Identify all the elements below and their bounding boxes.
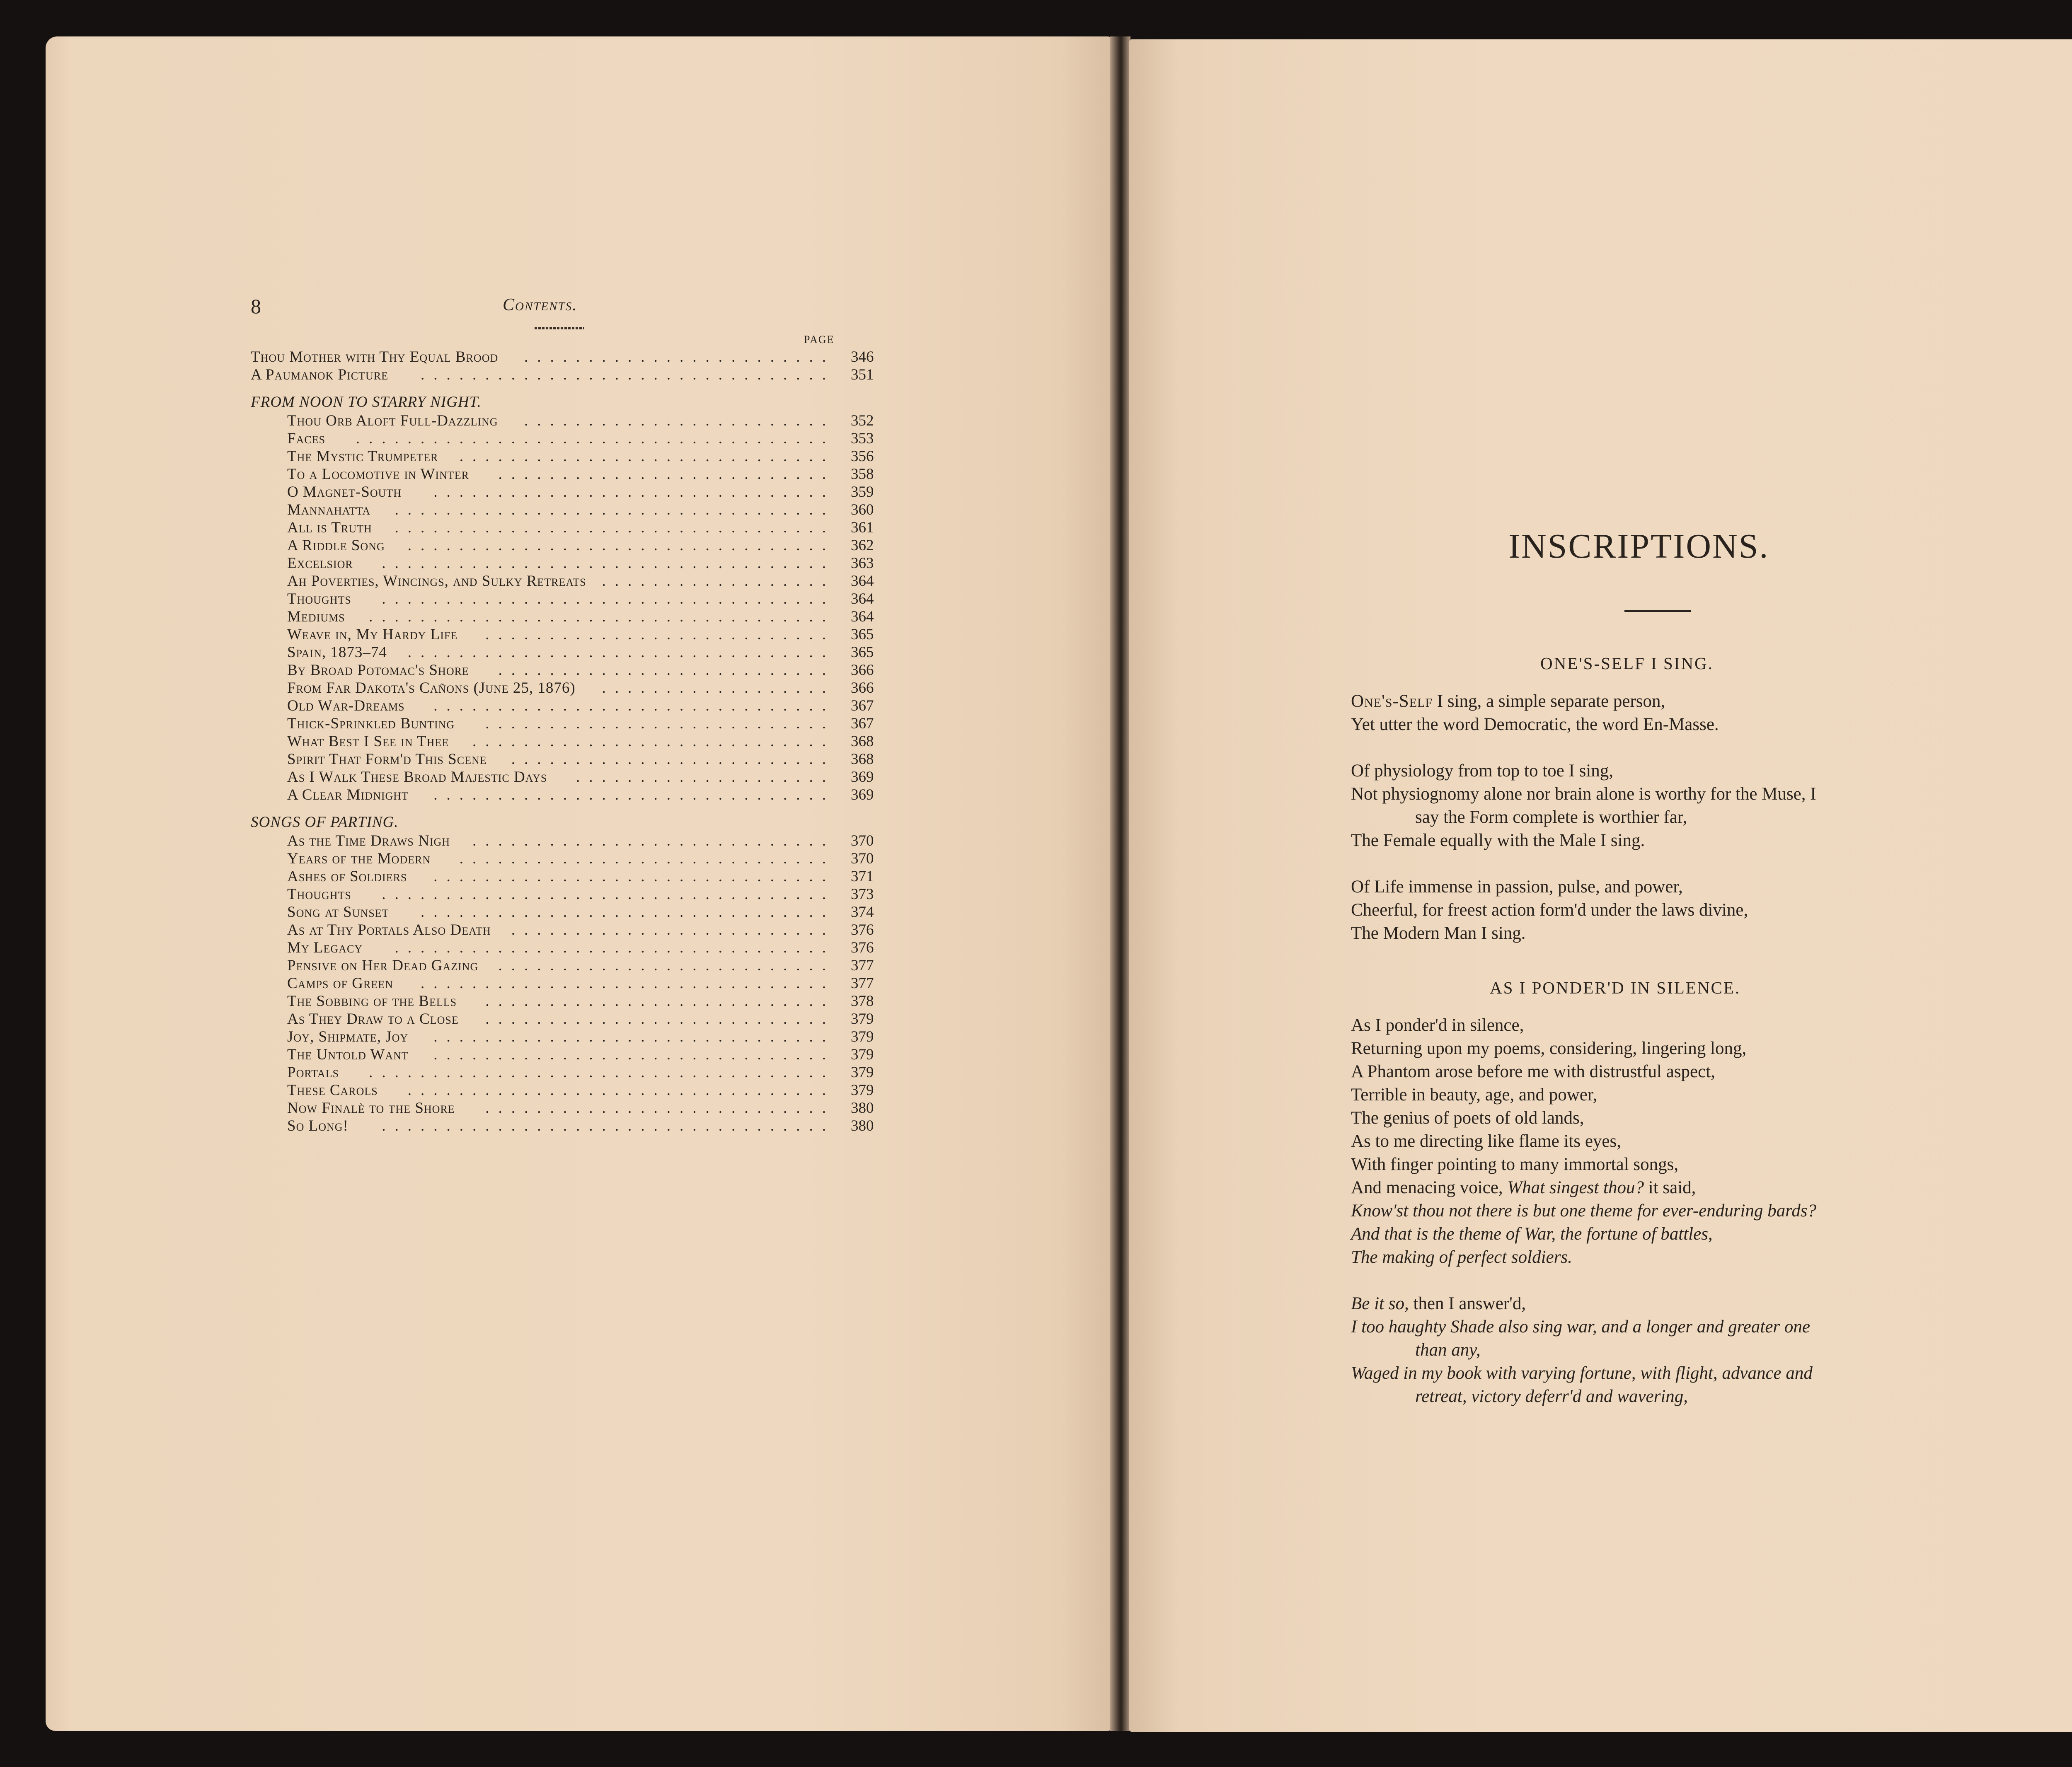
toc-leader-dots: ............................. bbox=[459, 850, 835, 867]
toc-leader-dots: .......................... bbox=[498, 466, 835, 483]
verse-line: The Female equally with the Male I sing. bbox=[1351, 831, 1645, 850]
toc-entry-title: To a Locomotive in Winter bbox=[287, 466, 469, 483]
page-column-label: PAGE bbox=[804, 334, 835, 346]
toc-leader-dots: ................................... bbox=[382, 590, 835, 607]
toc-leader-dots: .................. bbox=[602, 573, 835, 590]
toc-entry-title: Thoughts bbox=[287, 590, 351, 607]
toc-entry-title: Mannahatta bbox=[287, 501, 371, 518]
toc-entry-title: Thoughts bbox=[287, 886, 351, 903]
toc-entry-title: What Best I See in Thee bbox=[287, 733, 449, 750]
verse-fragment: then I answer'd, bbox=[1409, 1294, 1526, 1313]
toc-leader-dots: .......................... bbox=[498, 957, 835, 974]
toc-leader-dots: .................. bbox=[602, 679, 835, 696]
toc-page-number: 379 bbox=[851, 1064, 874, 1081]
verse-line: As to me directing like flame its eyes, bbox=[1351, 1131, 1621, 1151]
verse-line: The genius of poets of old lands, bbox=[1351, 1108, 1584, 1128]
poem-one-text bbox=[1351, 690, 1981, 945]
toc-section-heading: SONGS OF PARTING. bbox=[251, 814, 399, 831]
toc-page-number: 353 bbox=[851, 430, 874, 447]
toc-leader-dots: ................................... bbox=[382, 886, 835, 903]
toc-leader-dots: ........................ bbox=[524, 412, 835, 429]
toc-page-number: 376 bbox=[851, 921, 874, 938]
verse-fragment: I sing, a simple separate person, bbox=[1433, 691, 1665, 711]
toc-leader-dots: .................................. bbox=[395, 519, 835, 536]
toc-page-number: 369 bbox=[851, 769, 874, 786]
verse-line: Waged in my book with varying fortune, with flight, advance and bbox=[1351, 1363, 1813, 1383]
toc-entry bbox=[251, 1117, 881, 1135]
toc-page-number: 346 bbox=[851, 348, 874, 365]
verse-line bbox=[1351, 1176, 1981, 1199]
running-head: Contents. bbox=[503, 295, 578, 314]
toc-page-number: 352 bbox=[851, 412, 874, 429]
toc-entry-title: Thou Orb Aloft Full-Dazzling bbox=[287, 412, 498, 429]
toc-entry-title: Years of the Modern bbox=[287, 850, 431, 867]
toc-page-number: 379 bbox=[851, 1028, 874, 1045]
toc-page-number: 364 bbox=[851, 590, 874, 607]
verse-fragment: it said, bbox=[1644, 1178, 1696, 1197]
toc-page-number: 356 bbox=[851, 448, 874, 465]
toc-leader-dots: .................................... bbox=[369, 608, 835, 625]
toc-entry-title: As the Time Draws Nigh bbox=[287, 832, 450, 849]
verse-line: As I ponder'd in silence, bbox=[1351, 1015, 1524, 1035]
toc-leader-dots: ........................... bbox=[485, 626, 835, 643]
toc-leader-dots: .................... bbox=[576, 769, 835, 786]
toc-entry bbox=[251, 885, 881, 903]
toc-entry bbox=[251, 519, 881, 537]
toc-leader-dots: ............................... bbox=[433, 1028, 835, 1045]
toc-entry-title: A Clear Midnight bbox=[287, 786, 409, 803]
toc-section-heading: FROM NOON TO STARRY NIGHT. bbox=[251, 394, 482, 411]
table-of-contents bbox=[251, 348, 881, 1135]
toc-entry bbox=[251, 537, 881, 554]
toc-page-number: 370 bbox=[851, 850, 874, 867]
toc-leader-dots: ..................................... bbox=[356, 430, 835, 447]
toc-entry-title: Excelsior bbox=[287, 555, 353, 572]
toc-leader-dots: ........................ bbox=[524, 348, 835, 365]
poem-title: AS I PONDER'D IN SILENCE. bbox=[1490, 978, 1741, 997]
verse-line: Know'st thou not there is but one theme for ever-enduring bards? bbox=[1351, 1201, 1817, 1221]
toc-page-number: 373 bbox=[851, 886, 874, 903]
toc-page-number: 351 bbox=[851, 366, 874, 383]
toc-entry bbox=[251, 465, 881, 483]
toc-page-number: 368 bbox=[851, 751, 874, 768]
toc-entry bbox=[251, 974, 881, 992]
verse-line: Terrible in beauty, age, and power, bbox=[1351, 1085, 1598, 1105]
toc-entry-title: O Magnet-South bbox=[287, 483, 402, 500]
toc-entry bbox=[251, 412, 881, 430]
toc-entry bbox=[251, 554, 881, 572]
toc-page-number: 367 bbox=[851, 697, 874, 714]
toc-leader-dots: .................................. bbox=[395, 501, 835, 518]
toc-entry-title: The Mystic Trumpeter bbox=[287, 448, 438, 465]
toc-entry-title: The Untold Want bbox=[287, 1046, 409, 1063]
toc-page-number: 376 bbox=[851, 939, 874, 956]
toc-leader-dots: ................................... bbox=[382, 555, 835, 572]
toc-leader-dots: ......................... bbox=[511, 921, 835, 938]
toc-entry-title: Faces bbox=[287, 430, 326, 447]
toc-entry bbox=[251, 732, 881, 750]
toc-page-number: 360 bbox=[851, 501, 874, 518]
toc-page-number: 379 bbox=[851, 1010, 874, 1027]
toc-page-number: 369 bbox=[851, 786, 874, 803]
toc-leader-dots: ........................... bbox=[485, 1010, 835, 1027]
toc-entry bbox=[251, 992, 881, 1010]
page-number: 8 bbox=[251, 295, 261, 318]
toc-leader-dots: ........................... bbox=[485, 715, 835, 732]
verse-italic: What singest thou? bbox=[1507, 1178, 1644, 1197]
toc-entry bbox=[251, 1064, 881, 1081]
verse-line: say the Form complete is worthier far, bbox=[1415, 807, 1687, 827]
toc-entry-title: Ashes of Soldiers bbox=[287, 868, 407, 885]
toc-page-number: 366 bbox=[851, 679, 874, 696]
verse-first-word: One's-Self bbox=[1351, 691, 1433, 711]
toc-entry-title: So Long! bbox=[287, 1117, 349, 1134]
toc-leader-dots: .................................. bbox=[395, 939, 835, 956]
toc-entry-title: Camps of Green bbox=[287, 975, 393, 992]
verse-line: The Modern Man I sing. bbox=[1351, 923, 1526, 943]
verse-line: Yet utter the word Democratic, the word En-Masse. bbox=[1351, 715, 1719, 734]
toc-entry bbox=[251, 643, 881, 661]
toc-page-number: 359 bbox=[851, 483, 874, 500]
toc-entry bbox=[251, 447, 881, 465]
toc-page-number: 366 bbox=[851, 662, 874, 679]
toc-entry bbox=[251, 768, 881, 786]
toc-entry bbox=[251, 850, 881, 868]
toc-entry bbox=[251, 430, 881, 447]
toc-entry-title: Spain, 1873–74 bbox=[287, 644, 387, 661]
toc-entry bbox=[251, 786, 881, 804]
toc-entry bbox=[251, 715, 881, 732]
toc-entry bbox=[251, 868, 881, 885]
toc-leader-dots: ................................. bbox=[407, 644, 835, 661]
toc-page-number: 370 bbox=[851, 832, 874, 849]
toc-entry bbox=[251, 750, 881, 768]
toc-leader-dots: ............................... bbox=[433, 786, 835, 803]
toc-page-number: 358 bbox=[851, 466, 874, 483]
toc-entry bbox=[251, 501, 881, 519]
toc-entry bbox=[251, 939, 881, 957]
toc-leader-dots: ............................... bbox=[433, 697, 835, 714]
toc-page-number: 364 bbox=[851, 573, 874, 590]
toc-leader-dots: ........................... bbox=[485, 1100, 835, 1117]
toc-entry-title: Portals bbox=[287, 1064, 339, 1081]
toc-page-number: 377 bbox=[851, 975, 874, 992]
toc-leader-dots: .................................... bbox=[369, 1064, 835, 1081]
toc-entry-title: Ah Poverties, Wincings, and Sulky Retreats bbox=[287, 573, 586, 590]
toc-page-number: 368 bbox=[851, 733, 874, 750]
toc-page-number: 367 bbox=[851, 715, 874, 732]
toc-entry-title: Mediums bbox=[287, 608, 345, 625]
toc-entry bbox=[251, 903, 881, 921]
verse-line: Of Life immense in passion, pulse, and power, bbox=[1351, 877, 1683, 897]
toc-entry-title: All is Truth bbox=[287, 519, 372, 536]
toc-page-number: 365 bbox=[851, 626, 874, 643]
toc-leader-dots: ................................ bbox=[421, 975, 835, 992]
verse-line: The making of perfect soldiers. bbox=[1351, 1247, 1572, 1267]
toc-entry bbox=[251, 348, 881, 366]
toc-page-number: 379 bbox=[851, 1046, 874, 1063]
verse-line: And that is the theme of War, the fortune of battles, bbox=[1351, 1224, 1713, 1244]
toc-leader-dots: ......................... bbox=[511, 751, 835, 768]
verse-line: Returning upon my poems, considering, lingering long, bbox=[1351, 1039, 1747, 1058]
toc-entry-title: As at Thy Portals Also Death bbox=[287, 921, 491, 938]
toc-entry bbox=[251, 679, 881, 697]
toc-entry-title: Spirit That Form'd This Scene bbox=[287, 751, 487, 768]
toc-entry-title: By Broad Potomac's Shore bbox=[287, 662, 469, 679]
toc-entry bbox=[251, 921, 881, 939]
verse-line bbox=[1351, 690, 1981, 713]
toc-entry-title: Thou Mother with Thy Equal Brood bbox=[251, 348, 499, 365]
toc-entry-title: Song at Sunset bbox=[287, 904, 389, 921]
toc-leader-dots: ................................ bbox=[421, 904, 835, 921]
toc-entry-title: Joy, Shipmate, Joy bbox=[287, 1028, 409, 1045]
verse-line bbox=[1351, 1292, 1981, 1315]
toc-page-number: 364 bbox=[851, 608, 874, 625]
toc-entry-title: Thick-Sprinkled Bunting bbox=[287, 715, 455, 732]
toc-leader-dots: ............................... bbox=[433, 868, 835, 885]
verse-line: I too haughty Shade also sing war, and a longer and greater one bbox=[1351, 1317, 1810, 1337]
verse-line: Of physiology from top to toe I sing, bbox=[1351, 761, 1614, 781]
toc-entry bbox=[251, 1099, 881, 1117]
toc-entry bbox=[251, 572, 881, 590]
toc-entry-title: Weave in, My Hardy Life bbox=[287, 626, 458, 643]
toc-leader-dots: ................................... bbox=[382, 1117, 835, 1134]
toc-leader-dots: ............................... bbox=[433, 1046, 835, 1063]
toc-leader-dots: ............................. bbox=[459, 448, 835, 465]
toc-leader-dots: ................................. bbox=[407, 537, 835, 554]
toc-page-number: 377 bbox=[851, 957, 874, 974]
toc-entry bbox=[251, 957, 881, 974]
toc-entry-title: The Sobbing of the Bells bbox=[287, 993, 457, 1010]
verse-italic: Be it so, bbox=[1351, 1294, 1409, 1313]
verse-line: A Phantom arose before me with distrustful aspect, bbox=[1351, 1062, 1715, 1081]
toc-page-number: 378 bbox=[851, 993, 874, 1010]
verse-line: retreat, victory deferr'd and wavering, bbox=[1415, 1387, 1688, 1406]
toc-entry bbox=[251, 483, 881, 501]
toc-entry-title: Pensive on Her Dead Gazing bbox=[287, 957, 479, 974]
verse-fragment: And menacing voice, bbox=[1351, 1178, 1508, 1197]
toc-leader-dots: ................................. bbox=[407, 1082, 835, 1099]
verse-line: than any, bbox=[1415, 1340, 1481, 1360]
toc-leader-dots: .......................... bbox=[498, 662, 835, 679]
poem-two-text bbox=[1351, 1014, 1981, 1408]
toc-entry-title: These Carols bbox=[287, 1082, 378, 1099]
decorative-rule bbox=[535, 327, 584, 329]
toc-page-number: 365 bbox=[851, 644, 874, 661]
toc-entry bbox=[251, 1010, 881, 1028]
toc-leader-dots: ............................ bbox=[472, 832, 835, 849]
verse-line: Cheerful, for freest action form'd under the laws divine, bbox=[1351, 900, 1748, 920]
toc-page-number: 379 bbox=[851, 1082, 874, 1099]
section-title: INSCRIPTIONS. bbox=[1508, 527, 1769, 566]
toc-entry-title: My Legacy bbox=[287, 939, 363, 956]
toc-entry-title: Old War-Dreams bbox=[287, 697, 405, 714]
toc-entry bbox=[251, 366, 881, 384]
book-gutter bbox=[1110, 36, 1130, 1731]
toc-page-number: 371 bbox=[851, 868, 874, 885]
toc-leader-dots: ........................... bbox=[485, 993, 835, 1010]
toc-page-number: 374 bbox=[851, 904, 874, 921]
toc-entry bbox=[251, 626, 881, 643]
poem-title: ONE'S-SELF I SING. bbox=[1540, 654, 1714, 673]
toc-page-number: 363 bbox=[851, 555, 874, 572]
toc-entry bbox=[251, 590, 881, 608]
toc-entry-title: As They Draw to a Close bbox=[287, 1010, 459, 1027]
toc-entry-title: A Paumanok Picture bbox=[251, 366, 388, 383]
toc-entry-title: As I Walk These Broad Majestic Days bbox=[287, 769, 547, 786]
toc-entry-title: A Riddle Song bbox=[287, 537, 385, 554]
toc-page-number: 380 bbox=[851, 1100, 874, 1117]
toc-page-number: 362 bbox=[851, 537, 874, 554]
toc-entry bbox=[251, 661, 881, 679]
toc-entry bbox=[251, 608, 881, 626]
section-rule bbox=[1624, 610, 1691, 612]
verse-line: Not physiognomy alone nor brain alone is worthy for the Muse, I bbox=[1351, 784, 1816, 804]
toc-entry bbox=[251, 832, 881, 850]
toc-leader-dots: ............................ bbox=[472, 733, 835, 750]
toc-entry-title: Now Finalè to the Shore bbox=[287, 1100, 455, 1117]
toc-leader-dots: ................................ bbox=[421, 366, 835, 383]
toc-entry-title: From Far Dakota's Cañons (June 25, 1876) bbox=[287, 679, 576, 696]
toc-entry bbox=[251, 1028, 881, 1046]
verse-line: With finger pointing to many immortal songs, bbox=[1351, 1155, 1679, 1174]
toc-entry bbox=[251, 1081, 881, 1099]
toc-entry bbox=[251, 1046, 881, 1064]
toc-entry bbox=[251, 697, 881, 715]
toc-page-number: 380 bbox=[851, 1117, 874, 1134]
toc-page-number: 361 bbox=[851, 519, 874, 536]
toc-leader-dots: ............................... bbox=[433, 483, 835, 500]
